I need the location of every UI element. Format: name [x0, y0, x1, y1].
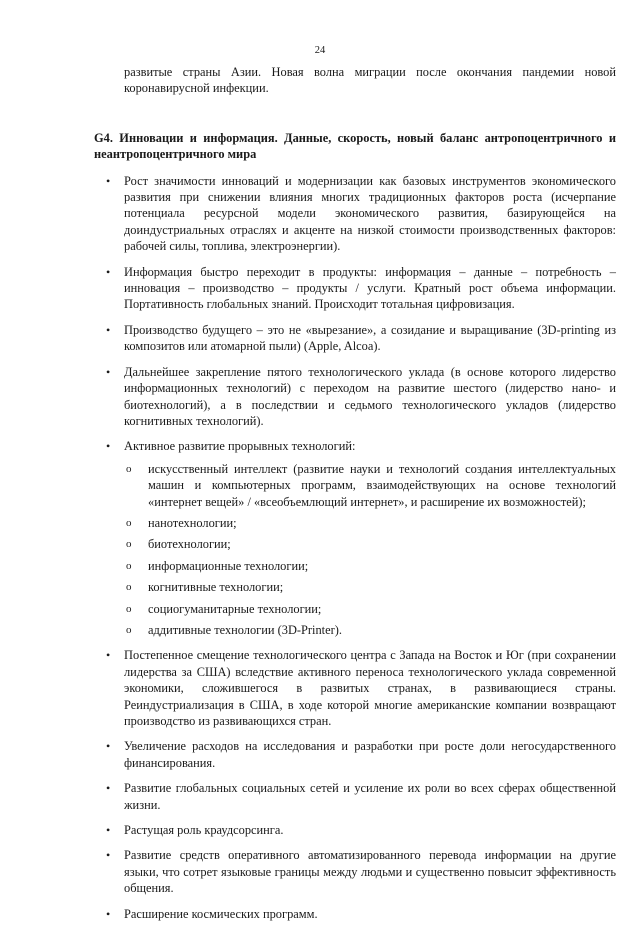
list-item-text: Постепенное смещение технологического центра с Запада на Восток и Юг (при сохранении лидерства за США) вследствие активного переноса технологического уклада современной экономики, сложившегося в развитых странах, в развивающиеся страны. Реиндустриализация в США, в ходе которой многие американские компании возвращают производство из развивающихся стран.	[124, 648, 616, 728]
sub-list-item-text: биотехнологии;	[148, 537, 231, 552]
sub-list-item-text: социогуманитарные технологии;	[148, 601, 322, 616]
bullet-icon: •	[106, 364, 111, 379]
bullet-list	[94, 173, 616, 922]
list-item-text: Расширение космических программ.	[124, 906, 318, 921]
bullet-icon: •	[106, 739, 111, 754]
list-item	[94, 906, 616, 922]
list-item	[94, 438, 616, 638]
circle-bullet-icon: o	[126, 581, 132, 594]
sub-list-item-text: аддитивные технологии (3D-Printer).	[148, 622, 342, 637]
bullet-icon: •	[106, 264, 111, 279]
list-item	[94, 738, 616, 771]
list-item	[94, 847, 616, 896]
list-item	[94, 647, 616, 729]
bullet-icon: •	[106, 906, 111, 921]
sub-list-item-text: когнитивные технологии;	[148, 580, 284, 595]
page-number: 24	[314, 45, 326, 56]
sub-list-item	[124, 579, 616, 595]
list-item-text: Активное развитие прорывных технологий:	[124, 439, 356, 454]
list-item-text: Рост значимости инноваций и модернизации как базовых инструментов экономического развития при снижении влияния многих традиционных факторов роста (исчерпание потенциала ресурсной модели экономического развития, базирующейся на доиндустриальных отраслях и акценте на низкой стоимости производственных факторов: рабочей силы, топлива, электроэнергии).	[124, 173, 616, 254]
bullet-icon: •	[106, 173, 111, 188]
bullet-icon: •	[106, 648, 111, 663]
list-item-text: Информация быстро переходит в продукты: информация – данные – потребность – инновация – производство – продукты / услуги. Кратный рост объема информации. Портативность глобальных знаний. Происходит тотальная цифровизация.	[124, 264, 616, 312]
circle-bullet-icon: o	[126, 462, 132, 475]
circle-bullet-icon: o	[126, 538, 132, 551]
list-item	[94, 780, 616, 813]
sub-list-item	[124, 515, 616, 531]
list-item	[94, 322, 616, 355]
sub-list-item-text: нанотехнологии;	[148, 515, 237, 530]
list-item-text: Производство будущего – это не «вырезание», а созидание и выращивание (3D-printing из композитов или атомарной пыли) (Apple, Alcoa).	[124, 322, 616, 354]
bullet-icon: •	[106, 848, 111, 863]
document-body	[94, 64, 616, 931]
sub-list-item	[124, 558, 616, 574]
bullet-icon: •	[106, 781, 111, 796]
bullet-icon: •	[106, 439, 111, 454]
list-item	[94, 264, 616, 313]
bullet-icon: •	[106, 322, 111, 337]
sub-bullet-list	[124, 461, 616, 639]
sub-list-item-text: информационные технологии;	[148, 558, 309, 573]
intro-paragraph: развитые страны Азии. Новая волна миграции после окончания пандемии новой коронавирусной инфекции.	[124, 65, 616, 96]
list-item	[94, 173, 616, 255]
circle-bullet-icon: o	[126, 623, 132, 636]
section-heading: G4. Инновации и информация. Данные, скорость, новый баланс антропоцентричного и неантропоцентричного мира	[94, 130, 616, 162]
circle-bullet-icon: o	[126, 602, 132, 615]
list-item	[94, 364, 616, 430]
sub-list-item	[124, 461, 616, 510]
bullet-icon: •	[106, 823, 111, 838]
list-item	[94, 822, 616, 838]
sub-list-item	[124, 601, 616, 617]
sub-list-item	[124, 622, 616, 638]
list-item-text: Развитие глобальных социальных сетей и усиление их роли во всех сферах общественной жизни.	[124, 781, 616, 812]
sub-list-item	[124, 536, 616, 552]
circle-bullet-icon: o	[126, 559, 132, 572]
sub-list-item-text: искусственный интеллект (развитие науки и технологий создания интеллектуальных машин и компьютерных программ, взаимодействующих на основе технологий «интернет вещей» / «всеобъемлющий интернет», и расширение их возможностей);	[148, 461, 616, 509]
list-item-text: Развитие средств оперативного автоматизированного перевода информации на другие языки, что сотрет языковые границы между людьми и существенно повысит эффективность общения.	[124, 848, 616, 896]
list-item-text: Увеличение расходов на исследования и разработки при росте доли негосударственного финансирования.	[124, 739, 616, 770]
list-item-text: Растущая роль краудсорсинга.	[124, 823, 284, 838]
list-item-text: Дальнейшее закрепление пятого технологического уклада (в основе которого лидерство информационных технологий) с переходом на развитие шестого (лидерство нано- и биотехнологий), а в последствии и седьмого технологического укладов (лидерство когнитивных технологий).	[124, 364, 616, 428]
circle-bullet-icon: o	[126, 516, 132, 529]
